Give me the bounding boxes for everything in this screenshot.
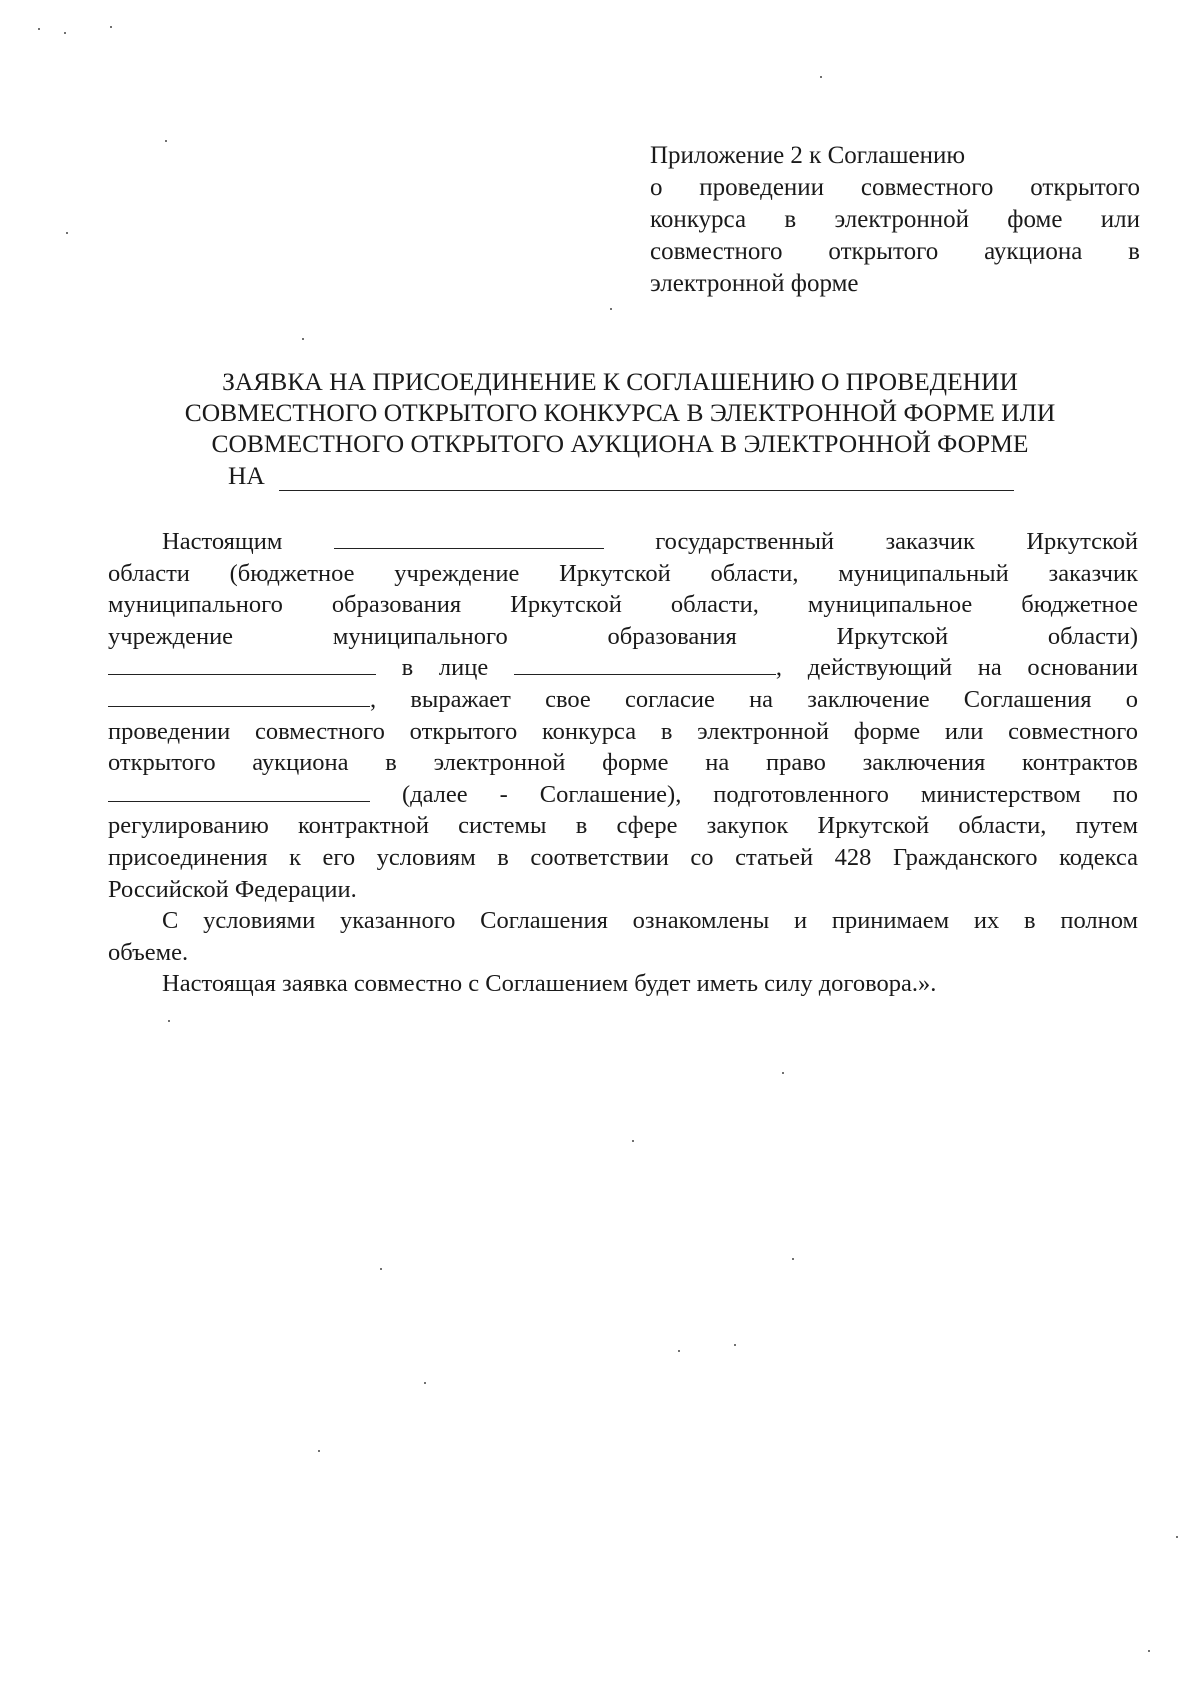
scan-speck [820,76,822,78]
p2-line-2: объеме. [108,938,189,966]
p1-line-7: проведении совместного открытого конкурса в электронной форме или совместного [108,717,1138,745]
appendix-text: о проведении совместного открытого конкурса в электронной фоме или совместного открытого аукциона в электронной форме [650,174,1140,297]
scan-speck [168,1020,170,1022]
p3-line-1: Настоящая заявка совместно с Соглашением будет иметь силу договора.». [162,970,937,998]
appendix-note [650,140,1140,300]
p1-line-9 [108,779,1138,811]
p1-after-blank: государственный заказчик Иркутской [655,528,1138,555]
title-line-2: СОВМЕСТНОГО ОТКРЫТОГО КОНКУРСА В ЭЛЕКТРОННОЙ ФОРМЕ ИЛИ [184,398,1056,427]
title-na: НА [228,461,265,490]
p1-word-nastoyashchim: Настоящим [162,528,283,555]
title-line-3: СОВМЕСТНОГО ОТКРЫТОГО АУКЦИОНА В ЭЛЕКТРОННОЙ ФОРМЕ [211,429,1029,458]
paragraph-1 [108,526,1138,905]
scan-speck [64,32,66,34]
scan-speck [165,140,167,142]
scan-speck [678,1350,680,1352]
document-title [90,366,1150,459]
p1-line-11: присоединения к его условиям в соответствии со статьей 428 Гражданского кодекса [108,843,1138,871]
scan-speck [38,28,40,30]
p1-acting: , действующий на основании [775,654,1138,682]
blank-contract-subject [108,781,370,802]
p1-line-2: области (бюджетное учреждение Иркутской области, муниципальный заказчик [108,559,1138,587]
p1-line-12: Российской Федерации. [108,875,357,903]
p1-line-10: регулированию контрактной системы в сфере закупок Иркутской области, путем [108,812,1138,840]
scan-speck [318,1450,320,1452]
p1-prepared: (далее - Соглашение), подготовленного министерством по [401,780,1139,808]
blank-organization [108,654,376,675]
blank-representative [514,654,776,675]
scan-speck [380,1268,382,1270]
scan-speck [792,1258,794,1260]
p1-line-5 [108,652,1138,684]
paragraph-2 [108,905,1138,968]
scan-speck [302,338,304,340]
scan-speck [734,1344,736,1346]
p1-line-1 [108,526,1138,558]
scan-speck [632,1140,634,1142]
blank-procurement-object [279,468,1014,491]
scan-speck [1148,1650,1150,1652]
scan-speck [610,308,612,310]
scan-speck [782,1072,784,1074]
scan-speck [66,232,68,234]
p1-v-litse: в лице [401,654,489,682]
paragraph-3 [108,968,1138,1000]
scan-speck [1176,1536,1178,1538]
title-na-line [228,460,1014,491]
application-body [108,526,1138,1000]
p2-line-1: С условиями указанного Соглашения ознакомлены и принимаем их в полном [162,907,1138,935]
p1-line-4: учреждение муниципального образования Иркутской области) [108,622,1138,650]
scan-speck [110,26,112,28]
title-line-1: ЗАЯВКА НА ПРИСОЕДИНЕНИЕ К СОГЛАШЕНИЮ О ПРОВЕДЕНИИ [222,367,1018,396]
appendix-line-1: Приложение 2 к Соглашению [650,142,966,169]
p1-line-3: муниципального образования Иркутской области, муниципальное бюджетное [108,591,1138,619]
p1-line-6 [108,684,1138,716]
blank-basis-document [108,686,370,707]
scan-speck [424,1382,426,1384]
blank-customer-name [334,528,604,549]
p1-line-8: открытого аукциона в электронной форме на право заключения контрактов [108,749,1138,777]
p1-expresses: , выражает свое согласие на заключение Соглашения о [370,685,1138,713]
